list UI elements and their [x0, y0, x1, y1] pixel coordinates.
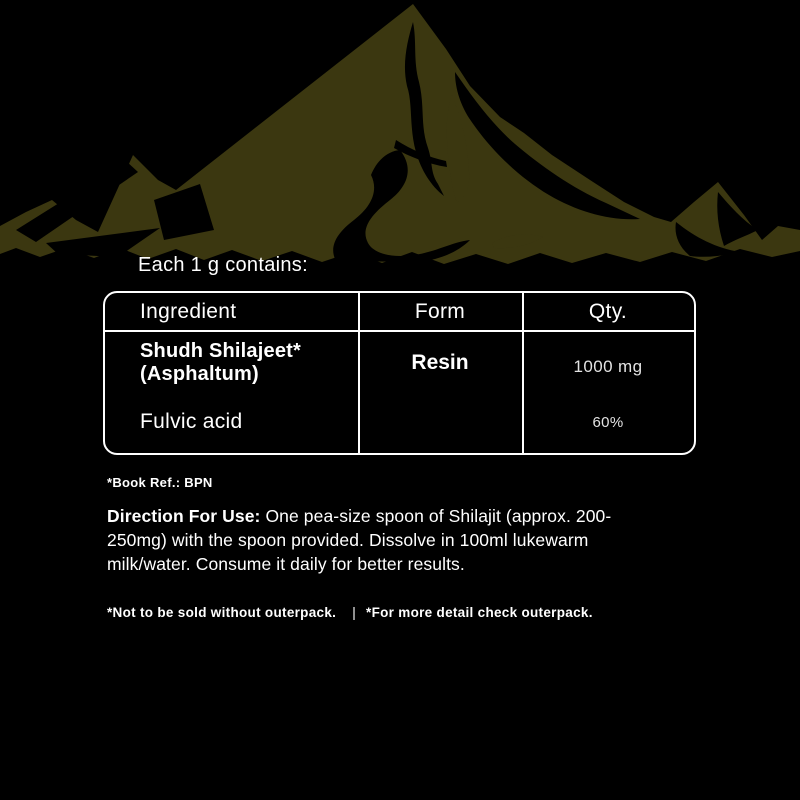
ingredient-name-line1: Shudh Shilajeet*: [140, 340, 302, 362]
ingredient-qty-2: 60%: [592, 414, 624, 431]
table-header-qty: Qty.: [588, 300, 628, 323]
footnote-left: *Not to be sold without outerpack.: [107, 605, 337, 620]
ingredient-name-line2: (Asphaltum): [140, 363, 259, 385]
contains-heading: Each 1 g contains:: [138, 254, 308, 276]
ingredient-qty: 1000 mg: [573, 357, 643, 376]
direction-text: One pea-size spoon of Shilajit (approx. 200-250mg) with the spoon provided. Dissolve in 100ml lukewarm milk/water. Consume it daily for better results.: [107, 506, 612, 574]
direction-label: Direction For Use:: [107, 506, 261, 526]
mountain-svg: [0, 0, 800, 270]
book-ref-note: *Book Ref.: BPN: [107, 475, 213, 490]
footnote: [107, 605, 593, 620]
ingredient-name: [140, 340, 301, 386]
mountain-illustration: [0, 0, 800, 270]
table-header-ingredient: Ingredient: [140, 300, 237, 323]
table-header-form: Form: [414, 300, 466, 323]
mountain-silhouette: [0, 4, 800, 264]
ingredient-form: Resin: [411, 351, 469, 374]
footnote-separator: |: [352, 605, 357, 620]
ingredient-name-2: Fulvic acid: [140, 410, 243, 433]
footnote-right: *For more detail check outerpack.: [366, 605, 593, 620]
directions-paragraph: [107, 504, 619, 576]
ingredients-table: [103, 291, 696, 455]
table-header-divider: [105, 330, 694, 332]
